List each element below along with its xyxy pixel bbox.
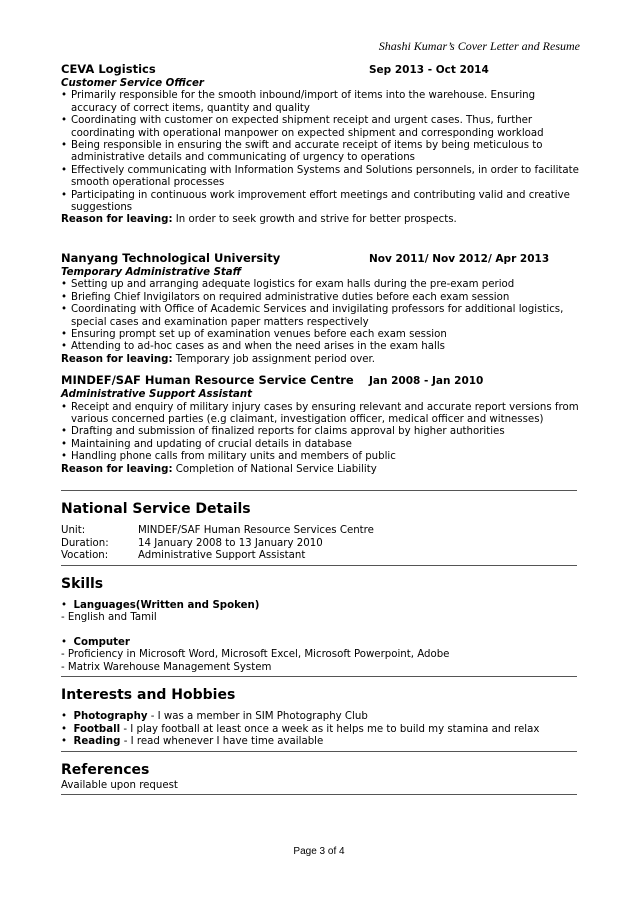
divider [61,676,577,677]
detail-row: Unit: MINDEF/SAF Human Resource Services Centre [61,525,374,537]
bullet-icon: • [61,140,68,152]
job-dates: Sep 2013 - Oct 2014 [369,64,489,76]
job-org: Nanyang Technological University [61,250,281,265]
list-item: • Photography - I was a member in SIM Photography Club [61,711,368,723]
duty-item: • Maintaining and updating of crucial details in database [61,438,352,450]
duty-item: • Briefing Chief Invigilators on required administrative duties before each exam session [61,291,510,303]
section-title-skills: Skills [61,575,104,592]
detail-row: Vocation: Administrative Support Assistant [61,550,306,562]
duty-item: • Effectively communicating with Information Systems and Solutions personnels, in order to facilitate smooth operational processes [61,164,579,189]
list-item: • Reading - I read whenever I have time available [61,736,324,748]
skills-languages: • Languages(Written and Spoken) - English and Tamil [61,600,260,624]
bullet-icon: • [61,401,68,413]
page-number: Page 3 of 4 [293,846,345,857]
reason-for-leaving: Reason for leaving: In order to seek growth and strive for better prospects. [61,214,457,226]
bullet-icon: • [61,438,68,450]
divider [61,751,577,752]
job-org: MINDEF/SAF Human Resource Service Centre [61,373,354,388]
duty-item: • Coordinating with customer on expected shipment receipt and urgent cases. Thus, further coordinating with operational manpower on expected shipment and corresponding workload [61,115,544,139]
job-role: Administrative Support Assistant [61,389,253,401]
bullet-icon: • [61,164,68,176]
national-service-details [61,525,579,562]
bullet-icon: • [61,90,68,102]
section-title-national-service: National Service Details [61,500,251,517]
duty-item: • Setting up and arranging adequate logistics for exam halls during the pre-exam period [61,279,515,291]
divider [61,565,577,566]
list-item: • Football - I play football at least once a week as it helps me to build my stamina and relax [61,723,540,735]
duty-item: • Primarily responsible for the smooth inbound/import of items into the warehouse. Ensuring accuracy of correct items, quantity and quality [61,90,536,114]
duty-item: • Participating in continuous work improvement effort meetings and contributing valid and creative suggestions [61,189,570,214]
job-duties [61,402,579,464]
duty-item: • Ensuring prompt set up of examination venues before each exam session [61,328,447,340]
bullet-icon: • [61,736,68,748]
bullet-icon: • [61,426,68,438]
duty-item: • Drafting and submission of finalized reports for claims approval by higher authorities [61,426,505,438]
job-ceva [61,63,579,227]
duty-item: • Handling phone calls from military units and members of public [61,451,396,463]
job-role: Temporary Administrative Staff [61,266,242,278]
bullet-icon: • [61,711,68,723]
reason-for-leaving: Reason for leaving: Temporary job assignment period over. [61,353,376,365]
job-mindef [61,374,579,476]
bullet-icon: • [61,279,68,291]
bullet-icon: • [61,189,68,201]
bullet-icon: • [61,723,68,735]
duty-item: • Coordinating with Office of Academic Services and invigilating professors for additional logistics, special cases and examination paper matters respectively [61,304,564,328]
bullet-icon: • [61,115,68,127]
job-dates: Jan 2008 - Jan 2010 [369,375,484,388]
job-org: CEVA Logistics [61,62,156,76]
job-duties [61,90,579,214]
resume-content [61,63,579,795]
bullet-icon: • [61,451,68,463]
bullet-icon: • [61,328,68,340]
job-dates: Nov 2011/ Nov 2012/ Apr 2013 [369,252,550,265]
job-duties [61,279,579,353]
job-ntu [61,252,579,366]
page-header: Shashi Kumar’s Cover Letter and Resume [378,39,580,53]
job-role: Customer Service Officer [61,78,204,89]
duty-item: • Being responsible in ensuring the swift and accurate receipt of items by being meticulous to administrative details and communicating of urgency to operations [61,140,543,164]
reason-for-leaving: Reason for leaving: Completion of National Service Liability [61,463,377,475]
interests-list [61,711,579,748]
bullet-icon: • [61,291,68,303]
duty-item: • Receipt and enquiry of military injury cases by ensuring relevant and accurate report versions from various concerned parties (e.g claimant, investigation officer, medical officer and witnesses) [61,401,579,425]
bullet-icon: • [61,600,68,611]
section-title-references: References [61,761,150,778]
divider [61,490,577,491]
bullet-icon: • [61,341,68,353]
detail-row: Duration: 14 January 2008 to 13 January 2010 [61,537,323,549]
section-title-interests: Interests and Hobbies [61,687,236,704]
bullet-icon: • [61,636,68,648]
skills-computer: • Computer - Proficiency in Microsoft Word, Microsoft Excel, Microsoft Powerpoint, Adobe - Matrix Warehouse Management System [61,636,450,673]
references-text: Available upon request [61,780,178,792]
bullet-icon: • [61,304,68,316]
divider [61,794,577,795]
duty-item: • Attending to ad-hoc cases as and when the need arises in the exam halls [61,341,445,353]
